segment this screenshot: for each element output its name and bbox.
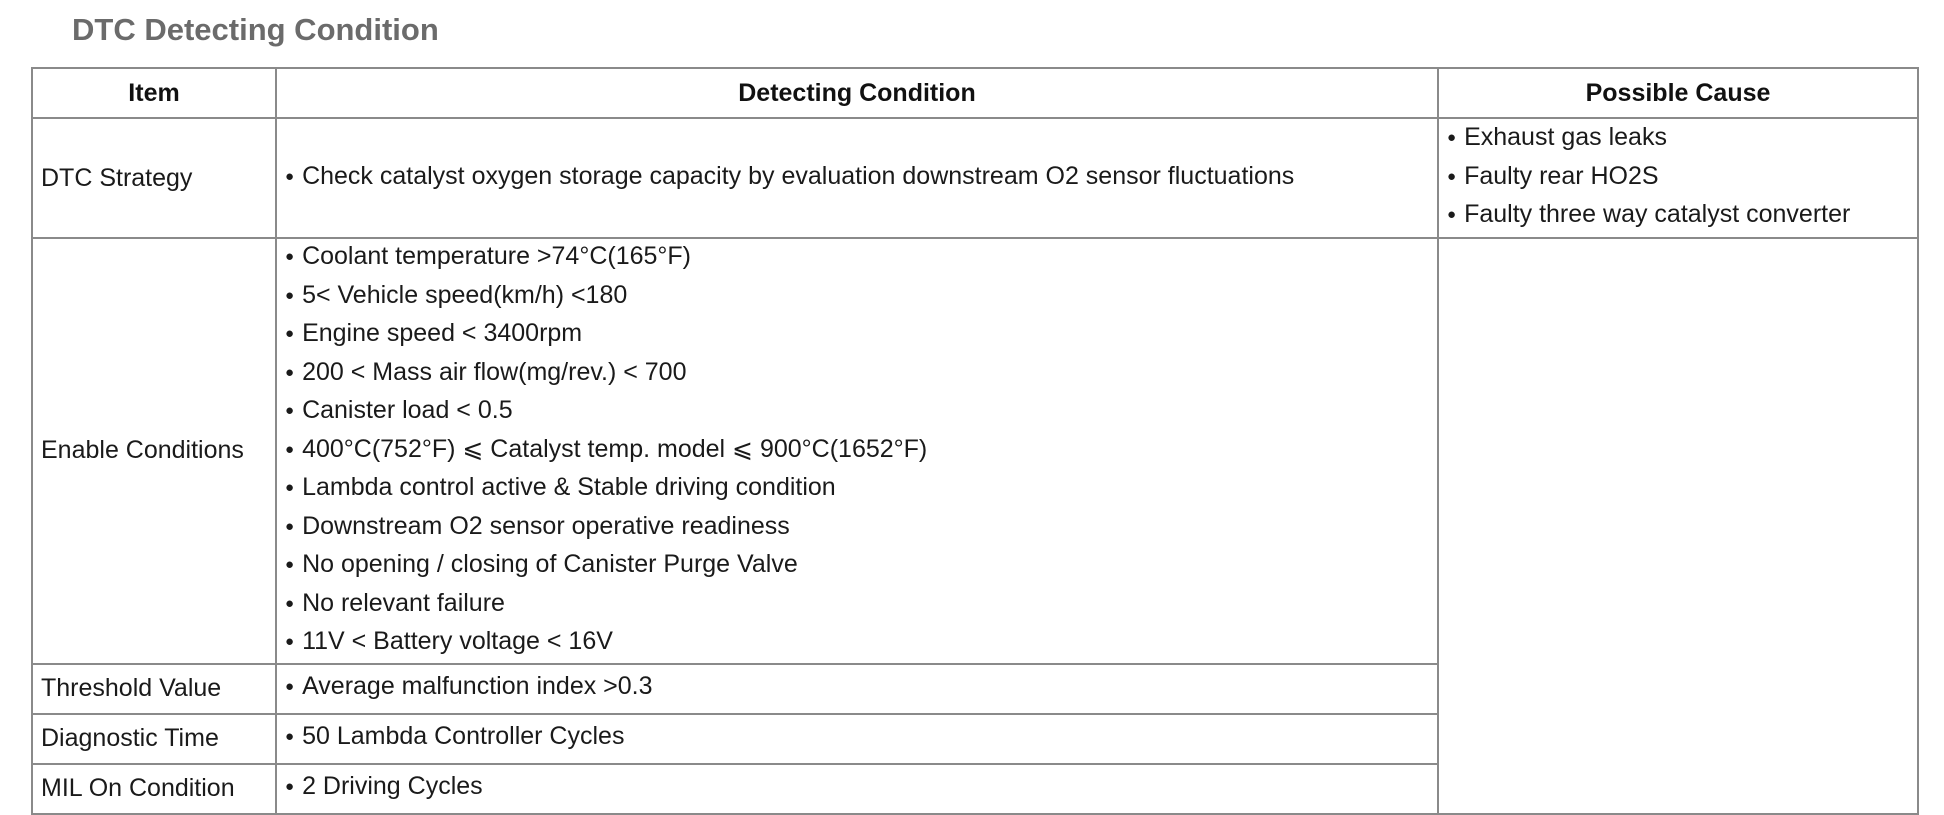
cause-item: ● Faulty rear HO2S xyxy=(1447,159,1909,198)
condition-item: ● Downstream O2 sensor operative readiness xyxy=(285,509,1429,548)
item-cell: Threshold Value xyxy=(32,664,276,714)
condition-item: ● 400°C(752°F) ⩽ Catalyst temp. model ⩽ 900°C(1652°F) xyxy=(285,432,1429,471)
condition-cell xyxy=(276,238,1438,664)
header-possible-cause: Possible Cause xyxy=(1438,68,1918,118)
condition-item: ● Coolant temperature >74°C(165°F) xyxy=(285,239,1429,278)
condition-cell xyxy=(276,714,1438,764)
condition-item: ● Lambda control active & Stable driving condition xyxy=(285,470,1429,509)
condition-item: ● No relevant failure xyxy=(285,586,1429,625)
condition-cell xyxy=(276,764,1438,814)
page-title: DTC Detecting Condition xyxy=(72,12,439,47)
condition-item: ● Engine speed < 3400rpm xyxy=(285,316,1429,355)
dtc-table xyxy=(31,67,1919,815)
condition-item: ● Average malfunction index >0.3 xyxy=(285,669,1429,708)
condition-item: ● Canister load < 0.5 xyxy=(285,393,1429,432)
condition-cell xyxy=(276,664,1438,714)
cause-item: ● Exhaust gas leaks xyxy=(1447,120,1909,159)
header-detecting-condition: Detecting Condition xyxy=(276,68,1438,118)
item-cell: DTC Strategy xyxy=(32,118,276,238)
cause-cell xyxy=(1438,118,1918,238)
condition-item: ● No opening / closing of Canister Purge Valve xyxy=(285,547,1429,586)
cause-cell-empty xyxy=(1438,238,1918,814)
header-item: Item xyxy=(32,68,276,118)
cause-item: ● Faulty three way catalyst converter xyxy=(1447,197,1909,236)
condition-item: ● 5< Vehicle speed(km/h) <180 xyxy=(285,278,1429,317)
table-row xyxy=(32,118,1918,238)
condition-item: ● 50 Lambda Controller Cycles xyxy=(285,719,1429,758)
condition-item: ● Check catalyst oxygen storage capacity by evaluation downstream O2 sensor fluctuations xyxy=(285,159,1429,198)
table-row xyxy=(32,238,1918,664)
condition-item: ● 11V < Battery voltage < 16V xyxy=(285,624,1429,663)
item-cell: MIL On Condition xyxy=(32,764,276,814)
table-header-row xyxy=(32,68,1918,118)
condition-item: ● 2 Driving Cycles xyxy=(285,769,1429,808)
condition-cell xyxy=(276,118,1438,238)
condition-item: ● 200 < Mass air flow(mg/rev.) < 700 xyxy=(285,355,1429,394)
item-cell: Enable Conditions xyxy=(32,238,276,664)
item-cell: Diagnostic Time xyxy=(32,714,276,764)
